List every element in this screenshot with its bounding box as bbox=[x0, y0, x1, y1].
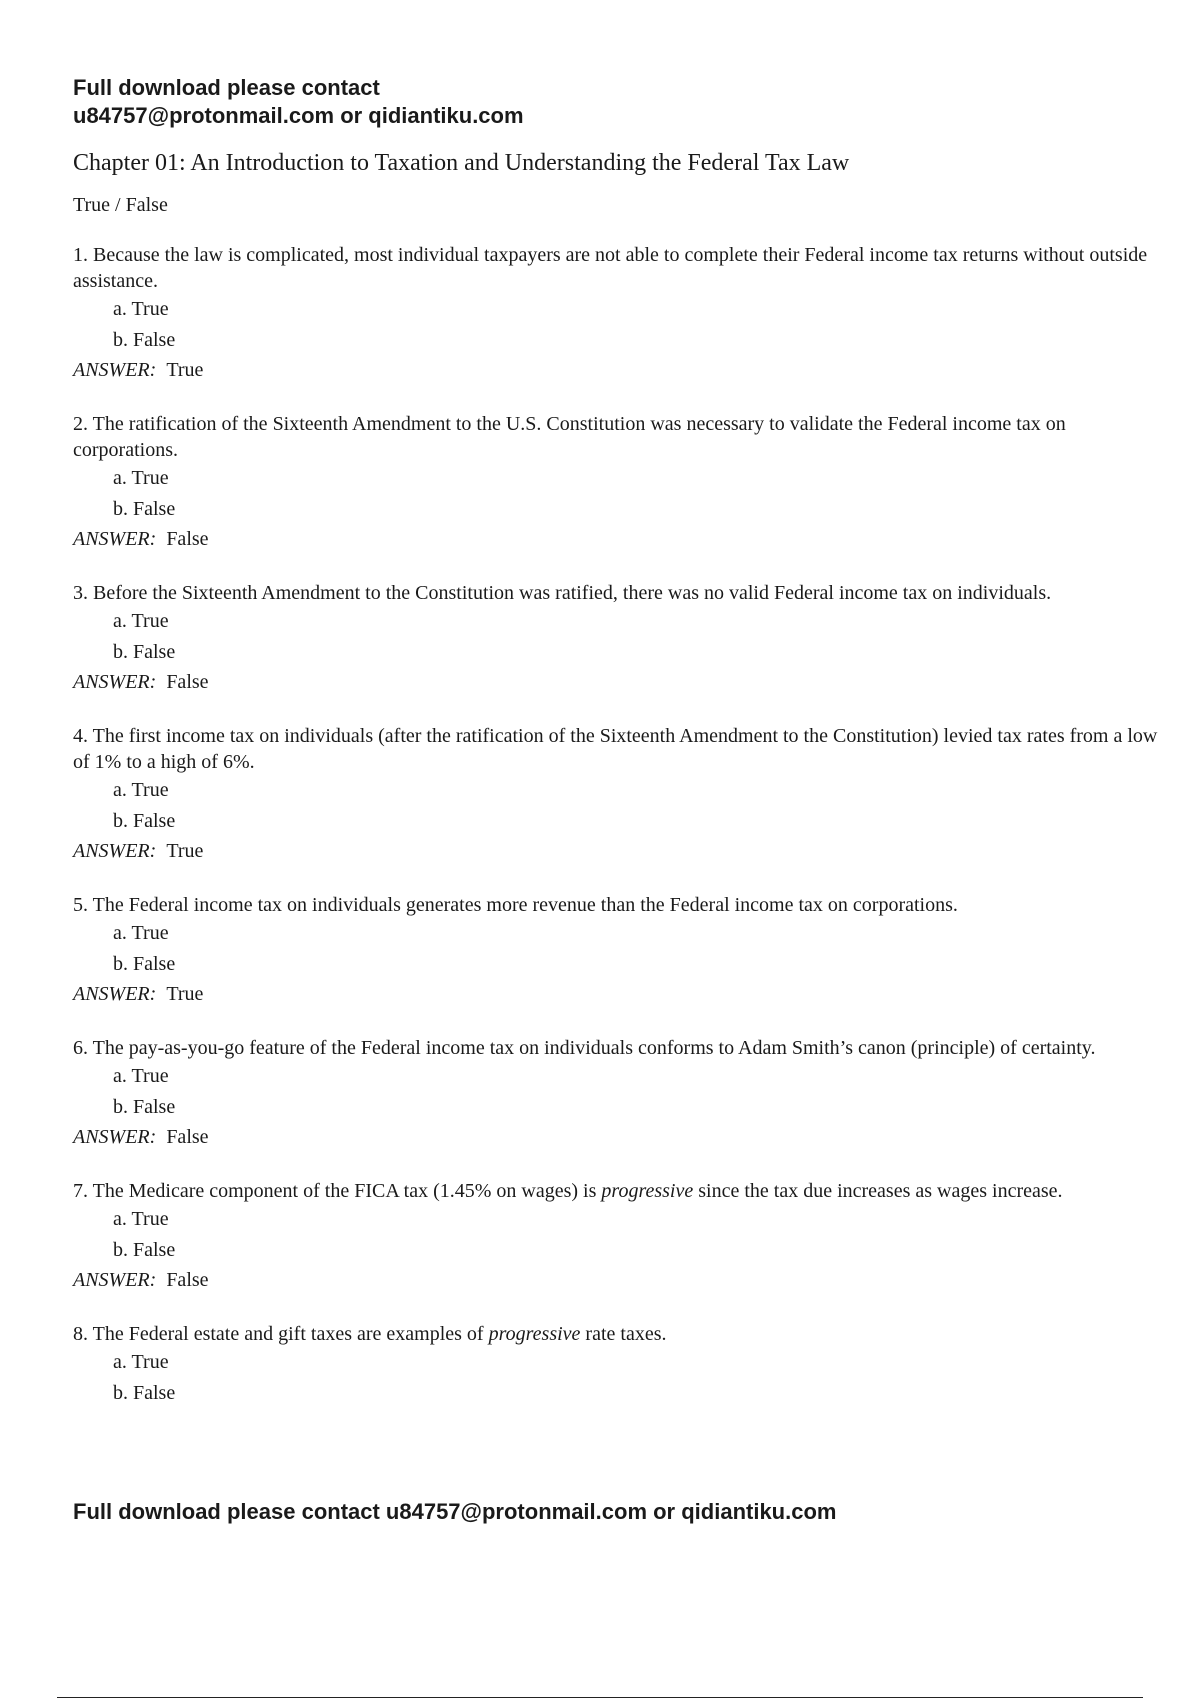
question-8 bbox=[73, 1321, 1163, 1409]
question-4 bbox=[73, 723, 1163, 866]
question-body: The ratification of the Sixteenth Amendment to the U.S. Constitution was necessary to validate the Federal income tax on corporations. bbox=[73, 413, 1066, 461]
question-number: 1. bbox=[73, 244, 88, 266]
question-text bbox=[73, 411, 1163, 463]
question-number: 8. bbox=[73, 1323, 88, 1345]
question-number: 4. bbox=[73, 725, 88, 747]
question-text bbox=[73, 242, 1163, 294]
question-number: 3. bbox=[73, 582, 88, 604]
answer-value: True bbox=[166, 983, 204, 1005]
question-body: Before the Sixteenth Amendment to the Constitution was ratified, there was no valid Federal income tax on individuals. bbox=[93, 582, 1052, 604]
question-number: 7. bbox=[73, 1180, 88, 1202]
contact-header bbox=[73, 74, 1163, 130]
option-true: a. True bbox=[113, 922, 169, 944]
option-true: a. True bbox=[113, 1065, 169, 1087]
option-list bbox=[73, 775, 1163, 837]
answer-line bbox=[73, 525, 1163, 554]
answer-label: ANSWER: bbox=[73, 1269, 157, 1291]
option-list bbox=[73, 1347, 1163, 1409]
answer-value: False bbox=[166, 528, 209, 550]
answer-label: ANSWER: bbox=[73, 1126, 157, 1148]
question-body-before: The Medicare component of the FICA tax (1.45% on wages) is bbox=[92, 1180, 597, 1202]
question-1 bbox=[73, 242, 1163, 385]
answer-label: ANSWER: bbox=[73, 359, 157, 381]
option-list bbox=[73, 606, 1163, 668]
contact-line-2: u84757@protonmail.com or qidiantiku.com bbox=[73, 103, 524, 128]
option-false: b. False bbox=[113, 1382, 176, 1404]
answer-value: False bbox=[166, 1126, 209, 1148]
answer-line bbox=[73, 1123, 1163, 1152]
question-7 bbox=[73, 1178, 1163, 1295]
option-false: b. False bbox=[113, 329, 176, 351]
question-6 bbox=[73, 1035, 1163, 1152]
answer-line bbox=[73, 1266, 1163, 1295]
question-body: The Federal income tax on individuals generates more revenue than the Federal income tax on corporations. bbox=[92, 894, 958, 916]
question-body: The pay-as-you-go feature of the Federal income tax on individuals conforms to Adam Smith’s canon (principle) of certainty. bbox=[92, 1037, 1096, 1059]
document-page bbox=[73, 74, 1163, 1435]
question-list bbox=[73, 242, 1163, 1409]
option-list bbox=[73, 1204, 1163, 1266]
option-false: b. False bbox=[113, 498, 176, 520]
option-list bbox=[73, 1061, 1163, 1123]
option-true: a. True bbox=[113, 1351, 169, 1373]
option-false: b. False bbox=[113, 953, 176, 975]
question-body: The first income tax on individuals (after the ratification of the Sixteenth Amendment to the Constitution) levied tax rates from a low of 1% to a high of 6%. bbox=[73, 725, 1158, 773]
answer-line bbox=[73, 980, 1163, 1009]
answer-line bbox=[73, 668, 1163, 697]
section-label: True / False bbox=[73, 194, 168, 216]
question-2 bbox=[73, 411, 1163, 554]
chapter-title: Chapter 01: An Introduction to Taxation and Understanding the Federal Tax Law bbox=[73, 150, 850, 176]
answer-value: False bbox=[166, 1269, 209, 1291]
question-text bbox=[73, 723, 1163, 775]
answer-label: ANSWER: bbox=[73, 983, 157, 1005]
question-body: Because the law is complicated, most individual taxpayers are not able to complete their Federal income tax returns without outside assistance. bbox=[73, 244, 1148, 292]
option-false: b. False bbox=[113, 1096, 176, 1118]
option-false: b. False bbox=[113, 641, 176, 663]
question-body-before: The Federal estate and gift taxes are examples of bbox=[92, 1323, 484, 1345]
question-number: 6. bbox=[73, 1037, 88, 1059]
answer-line bbox=[73, 837, 1163, 866]
option-true: a. True bbox=[113, 610, 169, 632]
option-false: b. False bbox=[113, 810, 176, 832]
option-true: a. True bbox=[113, 298, 169, 320]
question-5 bbox=[73, 892, 1163, 1009]
question-text bbox=[73, 1035, 1163, 1061]
answer-value: True bbox=[166, 359, 204, 381]
question-text bbox=[73, 1321, 1163, 1347]
answer-value: False bbox=[166, 671, 209, 693]
answer-value: True bbox=[166, 840, 204, 862]
question-body-after: since the tax due increases as wages increase. bbox=[698, 1180, 1063, 1202]
option-list bbox=[73, 463, 1163, 525]
option-list bbox=[73, 294, 1163, 356]
question-text bbox=[73, 1178, 1163, 1204]
option-list bbox=[73, 918, 1163, 980]
option-false: b. False bbox=[113, 1239, 176, 1261]
question-emphasis: progressive bbox=[601, 1180, 694, 1202]
question-body-after: rate taxes. bbox=[585, 1323, 667, 1345]
question-number: 2. bbox=[73, 413, 88, 435]
contact-line-1: Full download please contact bbox=[73, 75, 380, 100]
answer-line bbox=[73, 356, 1163, 385]
option-true: a. True bbox=[113, 467, 169, 489]
answer-label: ANSWER: bbox=[73, 528, 157, 550]
answer-label: ANSWER: bbox=[73, 671, 157, 693]
question-emphasis: progressive bbox=[488, 1323, 581, 1345]
question-3 bbox=[73, 580, 1163, 697]
option-true: a. True bbox=[113, 779, 169, 801]
answer-label: ANSWER: bbox=[73, 840, 157, 862]
page-bottom-rule bbox=[57, 1697, 1143, 1698]
option-true: a. True bbox=[113, 1208, 169, 1230]
contact-footer: Full download please contact u84757@protonmail.com or qidiantiku.com bbox=[73, 1499, 837, 1524]
question-text bbox=[73, 892, 1163, 918]
question-text bbox=[73, 580, 1163, 606]
question-number: 5. bbox=[73, 894, 88, 916]
